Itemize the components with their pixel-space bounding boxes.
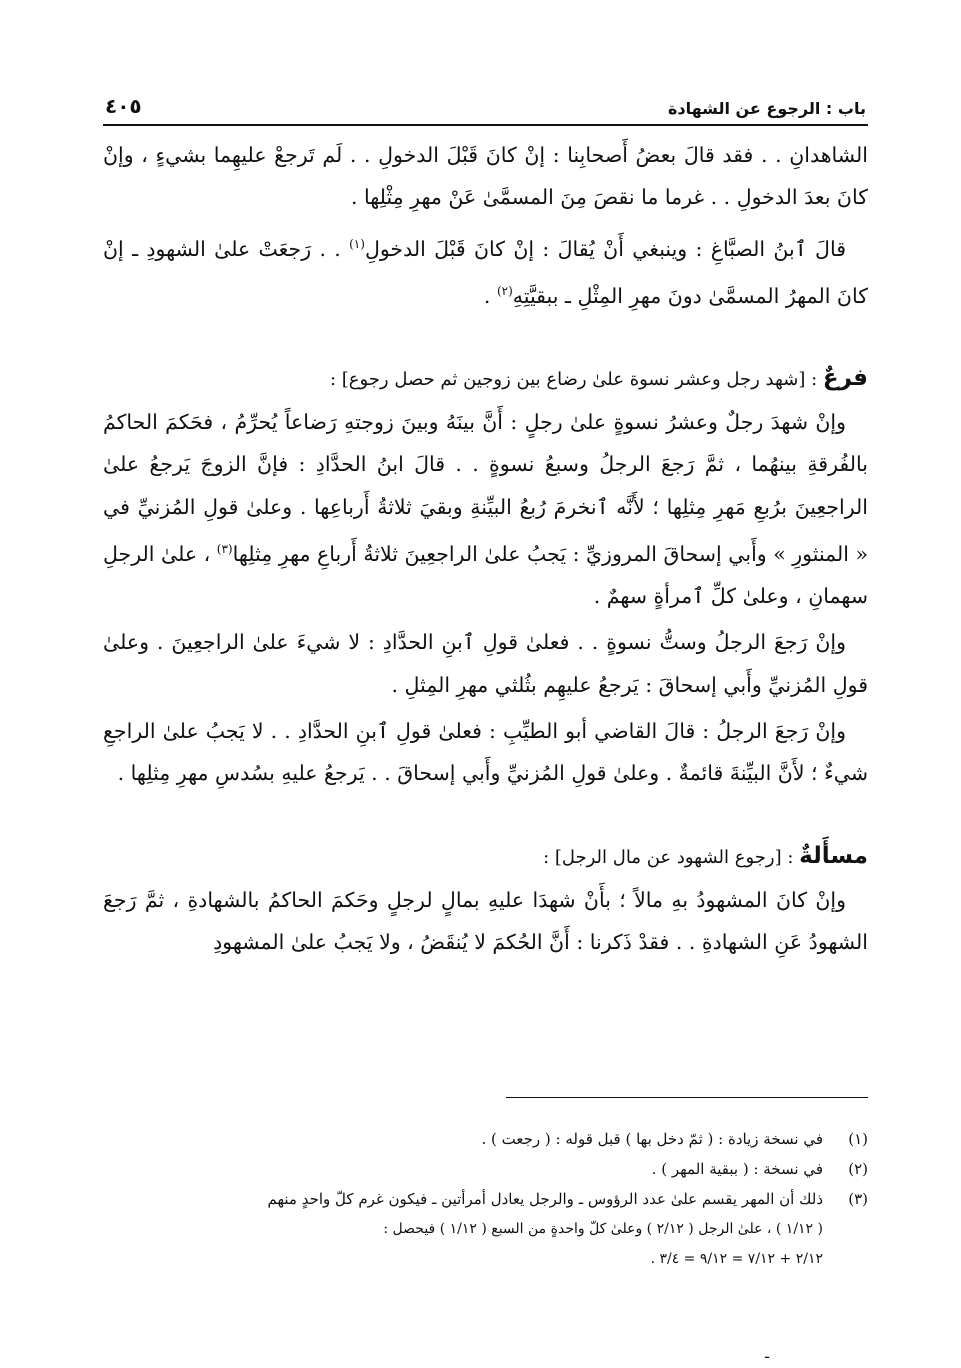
paragraph-5: وإنْ رَجعَ الرجلُ : قالَ القاضي أبو الطيِّبِ : فعلىٰ قولِ ٱبنِ الحدَّادِ . . لا يَجبُ علىٰ الراجعِ شيءٌ ؛ لأَنَّ البيِّنةَ قائمةٌ . وعلىٰ قولِ المُزنيِّ وأَبي إسحاقَ . . يَرجعُ عليهِ بسُدسِ مهرِ مِثلِها . [103,719,868,786]
footnote-text: ذلك أن المهر يقسم علىٰ عدد الرؤوس ـ والرجل يعادل أمرأتين ـ فيكون غرم كلّ واحدٍ منهم [267,1190,823,1208]
footnote-text: في نسخة زيادة : ( ثمّ دخل بها ) قبل قوله : ( رجعت ) . [481,1130,823,1148]
page-number: ٤٠٥ [105,94,142,118]
heading-word-masala: مسأَلةٌ [799,842,868,869]
footnote-rule [506,1097,868,1098]
footnote-number: (١) [848,1130,868,1148]
header-rule [103,124,868,126]
section-heading-far [103,357,868,401]
body-text [103,134,868,964]
footnote-3 [103,1184,868,1274]
running-header [105,88,866,118]
footnote-ref-3[interactable]: (٣) [216,542,233,557]
paragraph-6: وإنْ كانَ المشهودُ بهِ مالاً ؛ بأَنْ شهدَا عليهِ بمالٍ لرجلٍ وحَكمَ الحاكمُ بالشهادةِ ، ثمَّ رَجعَ الشهودُ عَنِ الشهادةِ . . فقدْ ذَكرنا : أَنَّ الحُكمَ لا يُنقَضُ ، ولا يَجبُ علىٰ المشهودِ [103,887,868,955]
footnote-formula-line-1: ( ١/١٢ ) ، علىٰ الرجل ( ٢/١٢ ) وعلىٰ كلّ واحدةٍ من السبع ( ١/١٢ ) فيحصل : [383,1221,823,1237]
footnote-text-block [103,1184,823,1274]
section-heading-masala [103,835,868,879]
heading-topic-far: : [شهد رجل وعشر نسوة علىٰ رضاع بين زوجين ثم حصل رجوع] : [329,368,823,390]
paragraph-2: قالَ ٱبنُ الصبَّاغِ : وينبغي أَنْ يُقالَ : إنْ كانَ قَبْلَ الدخولِ$^{(١)}$ . . رَجعَتْ علىٰ الشهودِ ـ إنْ كانَ المهرُ المسمَّىٰ دونَ مهرِ المِثْلِ ـ ببقيَّتِهِ$^{(٢)}$ . [103,236,868,308]
footnote-1 [103,1124,868,1154]
footnote-number: (٣) [848,1190,868,1208]
heading-word-far: فرعٌ [822,364,868,391]
footnotes [103,1124,868,1274]
heading-topic-masala: : [رجوع الشهود عن مال الرجل] : [543,846,800,868]
paragraph-4: وإنْ رَجعَ الرجلُ وستُّ نسوةٍ . . فعلىٰ قولِ ٱبنِ الحدَّادِ : لا شيءَ علىٰ الراجعِينَ . وعلىٰ قولِ المُزنيِّ وأَبي إسحاقَ : يَرجعُ عليهِم بثُلثي مهرِ المِثلِ . [103,630,868,697]
paragraph-1: الشاهدانِ . . فقد قالَ بعضُ أَصحابِنا : إنْ كانَ قَبْلَ الدخولِ . . لَم تَرجعْ عليهِما بشيءٍ ، وإنْ كانَ بعدَ الدخولِ . . غرما ما نقصَ مِنَ المسمَّىٰ عَنْ مهرِ مِثْلِها . [103,143,868,210]
footnote-ref-2[interactable]: (٢) [496,283,513,298]
chapter-title: باب : الرجوع عن الشهادة [667,99,866,118]
footnote-ref-1[interactable]: (١) [349,236,365,251]
footnote-number: (٢) [848,1160,868,1178]
paragraph-3: وإنْ شهدَ رجلٌ وعشرُ نسوةٍ علىٰ رجلٍ : أَنَّ بينَهُ وبينَ زوجتهِ رَضاعاً يُحرِّمُ ، فحَكمَ الحاكمُ بالفُرقةِ بينهُما ، ثمَّ رَجعَ الرجلُ وسبعُ نسوةٍ . . قالَ ابنُ الحدَّادِ : فإنَّ الزوجَ يَرجعُ علىٰ الراجعِينَ برُبعِ مَهرِ مِثلِها ؛ لأَنَّه ٱنخرمَ رُبعُ البيِّنةِ وبقيَ ثلاثةُ أَرباعِها . وعلىٰ قولِ المُزنيِّ في « المنثورِ » وأَبي إسحاقَ المروزيِّ : يَجبُ علىٰ الراجعِينَ ثلاثةُ أَرباعِ مهرِ مِثلِها$^{(٣)}$ ، علىٰ الرجلِ سهمانِ ، وعلىٰ كلِّ ٱمرأةٍ سهمٌ . [103,410,868,609]
footnote-2 [103,1154,868,1184]
print-mark: ـ [765,1346,770,1362]
footnote-formula-line-2: ٢/١٢ + ٧/١٢ = ٩/١٢ = ٣/٤ . [650,1251,823,1267]
footnote-text: في نسخة : ( ببقية المهر ) . [651,1160,823,1178]
